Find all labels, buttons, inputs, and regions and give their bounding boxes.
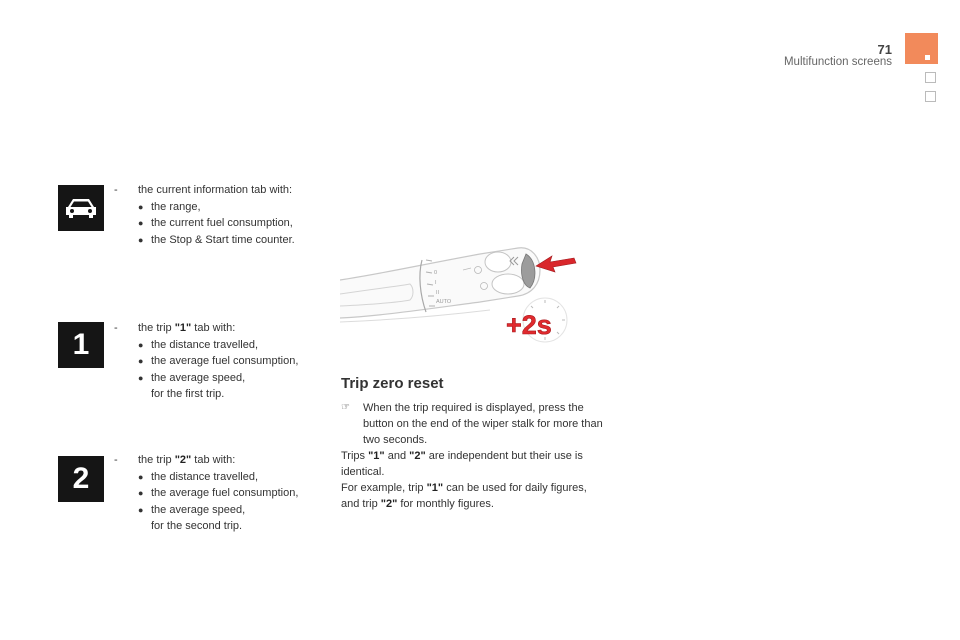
press-arrow-icon: [536, 256, 576, 272]
trip-reset-note-1: Trips "1" and "2" are independent but their use is identical.: [341, 450, 583, 478]
list-item: ● the Stop & Start time counter.: [138, 232, 295, 249]
stalk-label: II: [436, 290, 440, 296]
list-item: ● the average speed,: [138, 502, 298, 519]
stalk-label: AUTO: [436, 299, 452, 305]
trip-2-tail: for the second trip.: [151, 520, 243, 532]
trip-2-icon: [58, 456, 104, 502]
list-item: ● the average fuel consumption,: [138, 353, 298, 370]
list-item: ● the range,: [138, 199, 295, 216]
list-dash: -: [114, 454, 118, 466]
trip-1-tail: for the first trip.: [151, 388, 225, 400]
list-dash: -: [114, 322, 118, 334]
chapter-tab-empty: [925, 91, 936, 102]
list-item: ● the average fuel consumption,: [138, 485, 298, 502]
chapter-tab-empty: [925, 72, 936, 83]
hold-duration-badge: +2s: [506, 310, 552, 340]
chapter-tab-active: [905, 33, 938, 64]
section-title: Multifunction screens: [783, 56, 892, 68]
page-number: 71: [877, 42, 892, 57]
trip-1-digit: 1: [72, 328, 90, 361]
trip-1-icon: [58, 322, 104, 368]
trip-reset-step: [341, 400, 606, 448]
stalk-label: 0: [434, 270, 438, 276]
car-icon: [58, 185, 104, 231]
trip-2-intro: the trip "2" tab with:: [138, 454, 236, 466]
trip-1-intro: the trip "1" tab with:: [138, 322, 236, 334]
trip-reset-body: [341, 400, 606, 512]
pointing-hand-icon: ☞: [341, 402, 350, 413]
list-item: ● the distance travelled,: [138, 469, 298, 486]
wiper-stalk-illustration: [340, 240, 590, 350]
list-item: ● the average speed,: [138, 370, 298, 387]
list-item: ● the current fuel consumption,: [138, 215, 295, 232]
trip-reset-note-2: For example, trip "1" can be used for daily figures, and trip "2" for monthly figures.: [341, 482, 587, 510]
list-dash: -: [114, 184, 118, 196]
current-info-intro: the current information tab with:: [138, 184, 293, 196]
trip-reset-step-text: When the trip required is displayed, press the button on the end of the wiper stalk for more than two seconds.: [363, 402, 603, 446]
stalk-label: I: [435, 280, 437, 286]
list-item: ● the distance travelled,: [138, 337, 298, 354]
trip-reset-title: Trip zero reset: [341, 375, 444, 392]
trip-2-digit: 2: [72, 462, 90, 495]
